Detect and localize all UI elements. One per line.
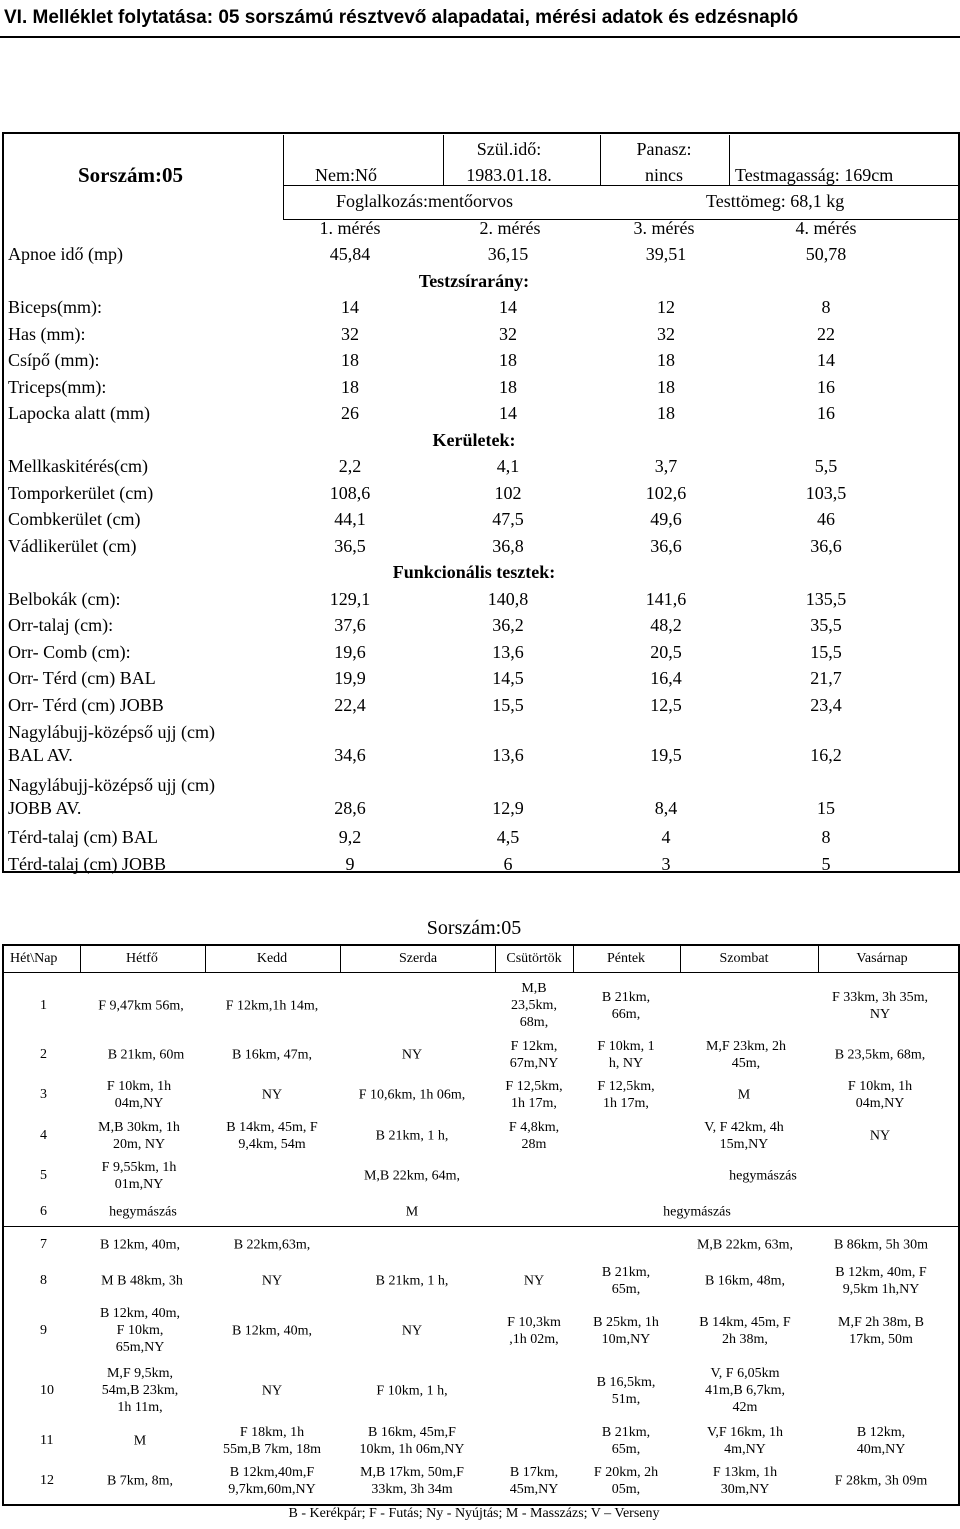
- schedule-title: Sorszám:05: [426, 917, 522, 939]
- week-number: 4: [40, 1128, 47, 1143]
- schedule-cell: F 33km, 3h 35m, NY: [831, 989, 929, 1022]
- measurement-value: 2,2: [338, 456, 362, 476]
- schedule-cell: M,B 22km, 64m,: [363, 1168, 461, 1184]
- measurement-value: 9,2: [338, 827, 362, 847]
- row-label: Orr- Térd (cm) JOBB: [8, 694, 164, 715]
- schedule-cell: M: [133, 1433, 147, 1449]
- functional-section-title: Funkcionális tesztek:: [392, 562, 556, 582]
- row-label: Tomporkerület (cm): [8, 482, 154, 503]
- row-label: JOBB AV.: [8, 798, 82, 818]
- measurement-value: 8,4: [654, 798, 678, 818]
- week-number: 7: [40, 1237, 47, 1252]
- schedule-cell: M,B 23,5km, 68m,: [511, 981, 557, 1031]
- schedule-cell: B 23,5km, 68m,: [834, 1047, 926, 1063]
- divider: [80, 945, 81, 972]
- measurement-value: 50,78: [805, 244, 847, 264]
- measurement-value: 32: [341, 323, 359, 344]
- row-label: Belbokák (cm):: [8, 588, 121, 609]
- measurement-value: 21,7: [810, 668, 842, 688]
- row-label: Lapocka alatt (mm): [8, 403, 150, 423]
- weight-label: Testtömeg: 68,1 kg: [706, 191, 845, 211]
- week-number: 6: [40, 1204, 47, 1219]
- measurement-value: 14,5: [492, 668, 524, 688]
- schedule-cell: F 4,8km, 28m: [508, 1119, 560, 1152]
- schedule-cell: hegymászás: [109, 1204, 177, 1220]
- measurement-value: 8: [821, 827, 831, 847]
- schedule-cell: V, F 6,05km 41m,B 6,7km, 42m: [704, 1366, 786, 1416]
- schedule-cell: B 17km, 45m,NY: [509, 1464, 559, 1497]
- row-label: Csípő (mm):: [8, 350, 100, 370]
- measurement-value: 36,15: [487, 244, 529, 264]
- schedule-cell: NY: [401, 1047, 423, 1063]
- measurement-value: 9: [345, 853, 355, 874]
- measurement-value: 12,9: [492, 798, 524, 818]
- measurement-value: 22: [817, 323, 835, 344]
- measurement-value: 4,1: [496, 456, 520, 476]
- measurement-value: 4: [661, 827, 671, 847]
- divider: [729, 135, 730, 185]
- row-label: Mellkaskitérés(cm): [8, 456, 148, 476]
- divider: [283, 219, 958, 220]
- schedule-cell: F 12,5km, 1h 17m,: [505, 1078, 563, 1111]
- measurement-header-4: 4. mérés: [795, 218, 857, 238]
- measurement-value: 45,84: [329, 244, 371, 264]
- measurement-value: 19,5: [650, 745, 682, 765]
- measurement-value: 44,1: [334, 509, 366, 529]
- measurement-value: 16,2: [810, 745, 842, 765]
- schedule-cell: M: [405, 1204, 419, 1220]
- measurement-value: 46: [817, 509, 835, 529]
- schedule-header-2: Kedd: [256, 951, 288, 966]
- schedule-cell: M B 48km, 3h: [101, 1273, 183, 1289]
- schedule-cell: B 21km, 66m,: [601, 989, 651, 1022]
- schedule-cell: F 10km, 1h 04m,NY: [106, 1078, 172, 1111]
- row-label: BAL AV.: [8, 745, 73, 765]
- measurement-value: 26: [341, 403, 359, 423]
- row-label: Térd-talaj (cm) BAL: [8, 827, 158, 847]
- schedule-cell: F 9,55km, 1h 01m,NY: [101, 1159, 177, 1192]
- schedule-header-6: Szombat: [719, 951, 769, 966]
- measurement-value: 32: [499, 323, 517, 344]
- measurement-value: 16: [817, 376, 835, 397]
- row-label: Nagylábujj-középső ujj (cm): [8, 775, 215, 795]
- schedule-cell: B 21km, 1 h,: [375, 1273, 449, 1289]
- measurement-value: 18: [499, 350, 517, 370]
- measurement-value: 6: [503, 853, 513, 874]
- week-number: 5: [40, 1168, 47, 1183]
- schedule-header-4: Csütörtök: [506, 951, 562, 966]
- schedule-cell: NY: [869, 1128, 891, 1144]
- measurement-value: 18: [657, 403, 675, 423]
- measurement-value: 103,5: [805, 482, 847, 503]
- schedule-cell: M,B 22km, 63m,: [696, 1237, 794, 1253]
- schedule-cell: NY: [261, 1087, 283, 1103]
- birth-label: Szül.idő:: [476, 139, 542, 159]
- divider: [573, 945, 574, 972]
- schedule-cell: F 12km,1h 14m,: [225, 998, 319, 1014]
- schedule-cell: hegymászás: [663, 1204, 731, 1220]
- row-label: Has (mm):: [8, 323, 86, 344]
- complaint-value: nincs: [645, 165, 683, 185]
- measurement-value: 135,5: [805, 588, 847, 609]
- occupation-label: Foglalkozás:mentőorvos: [336, 191, 513, 211]
- schedule-cell: NY: [261, 1383, 283, 1399]
- measurement-value: 15: [817, 798, 835, 818]
- schedule-cell: B 21km, 1 h,: [375, 1128, 449, 1144]
- measurement-value: 36,5: [334, 535, 366, 556]
- measurement-value: 4,5: [496, 827, 520, 847]
- measurement-header-1: 1. mérés: [319, 218, 381, 238]
- schedule-table: [2, 944, 960, 1506]
- row-label: Orr-talaj (cm):: [8, 615, 114, 635]
- schedule-cell: B 86km, 5h 30m: [833, 1237, 929, 1253]
- girth-section-title: Kerületek:: [432, 429, 516, 450]
- divider: [205, 945, 206, 972]
- row-label: Nagylábujj-középső ujj (cm): [8, 722, 215, 742]
- measurement-value: 3,7: [654, 456, 678, 476]
- schedule-cell: F 12km, 67m,NY: [509, 1038, 559, 1071]
- measurement-value: 12,5: [650, 694, 682, 715]
- schedule-cell: F 10km, 1h 04m,NY: [847, 1078, 913, 1111]
- measurement-value: 15,5: [810, 641, 842, 662]
- measurement-value: 36,8: [492, 535, 524, 556]
- divider: [443, 135, 444, 185]
- divider: [680, 945, 681, 972]
- measurement-value: 36,6: [650, 535, 682, 556]
- schedule-cell: B 12km,40m,F 9,7km,60m,NY: [228, 1464, 316, 1497]
- schedule-cell: V, F 42km, 4h 15m,NY: [704, 1119, 784, 1152]
- schedule-header-0: Hét\Nap: [10, 951, 58, 966]
- schedule-cell: B 12km, 40m, F 9,5km 1h,NY: [835, 1264, 927, 1297]
- schedule-header-1: Hétfő: [126, 951, 158, 966]
- measurement-value: 13,6: [492, 641, 524, 662]
- measurement-value: 20,5: [650, 641, 682, 662]
- measurement-value: 140,8: [487, 588, 529, 609]
- week-number: 9: [40, 1323, 47, 1338]
- week-number: 1: [40, 998, 47, 1013]
- measurement-value: 19,6: [334, 641, 366, 662]
- measurement-value: 22,4: [334, 694, 366, 715]
- schedule-cell: NY: [401, 1323, 423, 1339]
- row-label: Orr- Térd (cm) BAL: [8, 668, 156, 688]
- measurement-value: 32: [657, 323, 675, 344]
- measurement-value: 13,6: [492, 745, 524, 765]
- divider: [340, 945, 341, 972]
- measurement-value: 18: [657, 350, 675, 370]
- divider: [283, 185, 958, 186]
- measurement-value: 8: [821, 297, 831, 317]
- schedule-cell: F 10,3km ,1h 02m,: [507, 1314, 561, 1347]
- measurement-value: 14: [817, 350, 835, 370]
- measurement-value: 19,9: [334, 668, 366, 688]
- measurement-value: 34,6: [334, 745, 366, 765]
- schedule-header-7: Vasárnap: [856, 951, 908, 966]
- row-label: Biceps(mm):: [8, 297, 102, 317]
- schedule-cell: hegymászás: [729, 1168, 797, 1184]
- schedule-cell: NY: [523, 1273, 545, 1289]
- schedule-cell: M,B 30km, 1h 20m, NY: [98, 1119, 180, 1152]
- legend: B - Kerékpár; F - Futás; Ny - Nyújtás; M - Masszázs; V – Verseny: [288, 1506, 660, 1521]
- schedule-cell: B 16km, 47m,: [231, 1047, 313, 1063]
- measurement-value: 48,2: [650, 615, 682, 635]
- measurement-value: 36,6: [810, 535, 842, 556]
- schedule-cell: M,F 9,5km, 54m,B 23km, 1h 11m,: [101, 1366, 179, 1416]
- schedule-cell: F 10,6km, 1h 06m,: [358, 1087, 466, 1103]
- schedule-header-5: Péntek: [606, 951, 646, 966]
- week-number: 10: [40, 1383, 54, 1398]
- divider: [495, 945, 496, 972]
- measurement-value: 18: [341, 376, 359, 397]
- measurement-value: 5,5: [814, 456, 838, 476]
- schedule-cell: B 21km, 60m: [107, 1047, 185, 1063]
- schedule-cell: M,F 23km, 2h 45m,: [705, 1038, 787, 1071]
- measurement-value: 47,5: [492, 509, 524, 529]
- measurement-value: 5: [821, 853, 831, 874]
- row-label: Vádlikerület (cm): [8, 535, 137, 556]
- skinfold-section-title: Testzsírarány:: [418, 270, 530, 291]
- schedule-cell: B 22km,63m,: [233, 1237, 311, 1253]
- height-label: Testmagasság: 169cm: [735, 165, 894, 185]
- measurement-header-3: 3. mérés: [633, 218, 695, 238]
- row-label: Apnoe idő (mp): [8, 244, 123, 264]
- measurement-value: 129,1: [329, 588, 371, 609]
- measurement-value: 23,4: [810, 694, 842, 715]
- measurement-value: 18: [341, 350, 359, 370]
- divider: [818, 945, 819, 972]
- measurement-value: 102,6: [645, 482, 687, 503]
- week-number: 2: [40, 1047, 47, 1062]
- measurement-value: 35,5: [810, 615, 842, 635]
- schedule-cell: F 10km, 1 h, NY: [597, 1038, 655, 1071]
- divider: [283, 135, 284, 219]
- week-number: 11: [40, 1433, 54, 1448]
- schedule-cell: B 21km, 65m,: [601, 1424, 651, 1457]
- schedule-cell: B 16,5km, 51m,: [596, 1374, 656, 1407]
- schedule-cell: M: [737, 1087, 751, 1103]
- page-title: VI. Melléklet folytatása: 05 sorszámú résztvevő alapadatai, mérési adatok és edzésnapló: [0, 0, 960, 38]
- measurement-value: 18: [657, 376, 675, 397]
- measurement-value: 12: [657, 297, 675, 317]
- row-label: Térd-talaj (cm) JOBB: [8, 853, 166, 874]
- schedule-cell: B 12km, 40m, F 10km, 65m,NY: [99, 1306, 181, 1356]
- schedule-cell: B 16km, 48m,: [704, 1273, 786, 1289]
- schedule-cell: B 7km, 8m,: [106, 1473, 174, 1489]
- schedule-cell: B 16km, 45m,F 10km, 1h 06m,NY: [359, 1424, 465, 1457]
- measurement-value: 15,5: [492, 694, 524, 715]
- schedule-cell: M,B 17km, 50m,F 33km, 3h 34m: [360, 1464, 464, 1497]
- schedule-cell: B 14km, 45m, F 9,4km, 54m: [226, 1119, 318, 1152]
- measurement-value: 18: [499, 376, 517, 397]
- measurement-value: 3: [661, 853, 671, 874]
- divider: [2, 1226, 960, 1227]
- schedule-cell: F 9,47km 56m,: [98, 998, 184, 1014]
- schedule-cell: B 12km, 40m,: [231, 1323, 313, 1339]
- measurement-value: 14: [499, 297, 517, 317]
- schedule-cell: B 12km, 40m,NY: [856, 1424, 906, 1457]
- divider: [2, 972, 960, 973]
- complaint-label: Panasz:: [636, 139, 692, 159]
- schedule-cell: F 18km, 1h 55m,B 7km, 18m: [222, 1424, 322, 1457]
- row-label: Combkerület (cm): [8, 509, 141, 529]
- measurement-value: 108,6: [329, 482, 371, 503]
- schedule-cell: B 12km, 40m,: [99, 1237, 181, 1253]
- measurement-value: 37,6: [334, 615, 366, 635]
- week-number: 8: [40, 1273, 47, 1288]
- measurement-value: 141,6: [645, 588, 687, 609]
- schedule-cell: F 10km, 1 h,: [376, 1383, 448, 1399]
- row-label: Triceps(mm):: [8, 376, 107, 397]
- schedule-cell: F 12,5km, 1h 17m,: [597, 1078, 655, 1111]
- schedule-cell: F 20km, 2h 05m,: [593, 1464, 659, 1497]
- schedule-cell: B 14km, 45m, F 2h 38m,: [699, 1314, 791, 1347]
- birth-value: 1983.01.18.: [466, 165, 552, 185]
- schedule-cell: B 25km, 1h 10m,NY: [593, 1314, 659, 1347]
- measurement-header-2: 2. mérés: [479, 218, 541, 238]
- measurement-value: 36,2: [492, 615, 524, 635]
- measurement-value: 49,6: [650, 509, 682, 529]
- schedule-cell: F 28km, 3h 09m: [834, 1473, 928, 1489]
- week-number: 3: [40, 1087, 47, 1102]
- measurement-value: 102: [494, 482, 522, 503]
- schedule-header-3: Szerda: [398, 951, 438, 966]
- schedule-cell: M,F 2h 38m, B 17km, 50m: [838, 1314, 924, 1347]
- measurement-value: 16,4: [650, 668, 682, 688]
- schedule-cell: V,F 16km, 1h 4m,NY: [707, 1424, 783, 1457]
- divider: [600, 135, 601, 185]
- measurement-value: 14: [499, 403, 517, 423]
- gender-label: Nem:Nő: [315, 165, 377, 185]
- schedule-cell: F 13km, 1h 30m,NY: [712, 1464, 778, 1497]
- measurement-value: 39,51: [645, 244, 687, 264]
- measurement-value: 14: [341, 297, 359, 317]
- week-number: 12: [40, 1473, 54, 1488]
- row-label: Orr- Comb (cm):: [8, 641, 131, 662]
- sorszam-label: Sorszám:05: [78, 163, 183, 187]
- measurement-value: 28,6: [334, 798, 366, 818]
- measurement-value: 16: [817, 403, 835, 423]
- schedule-cell: NY: [261, 1273, 283, 1289]
- schedule-cell: B 21km, 65m,: [601, 1264, 651, 1297]
